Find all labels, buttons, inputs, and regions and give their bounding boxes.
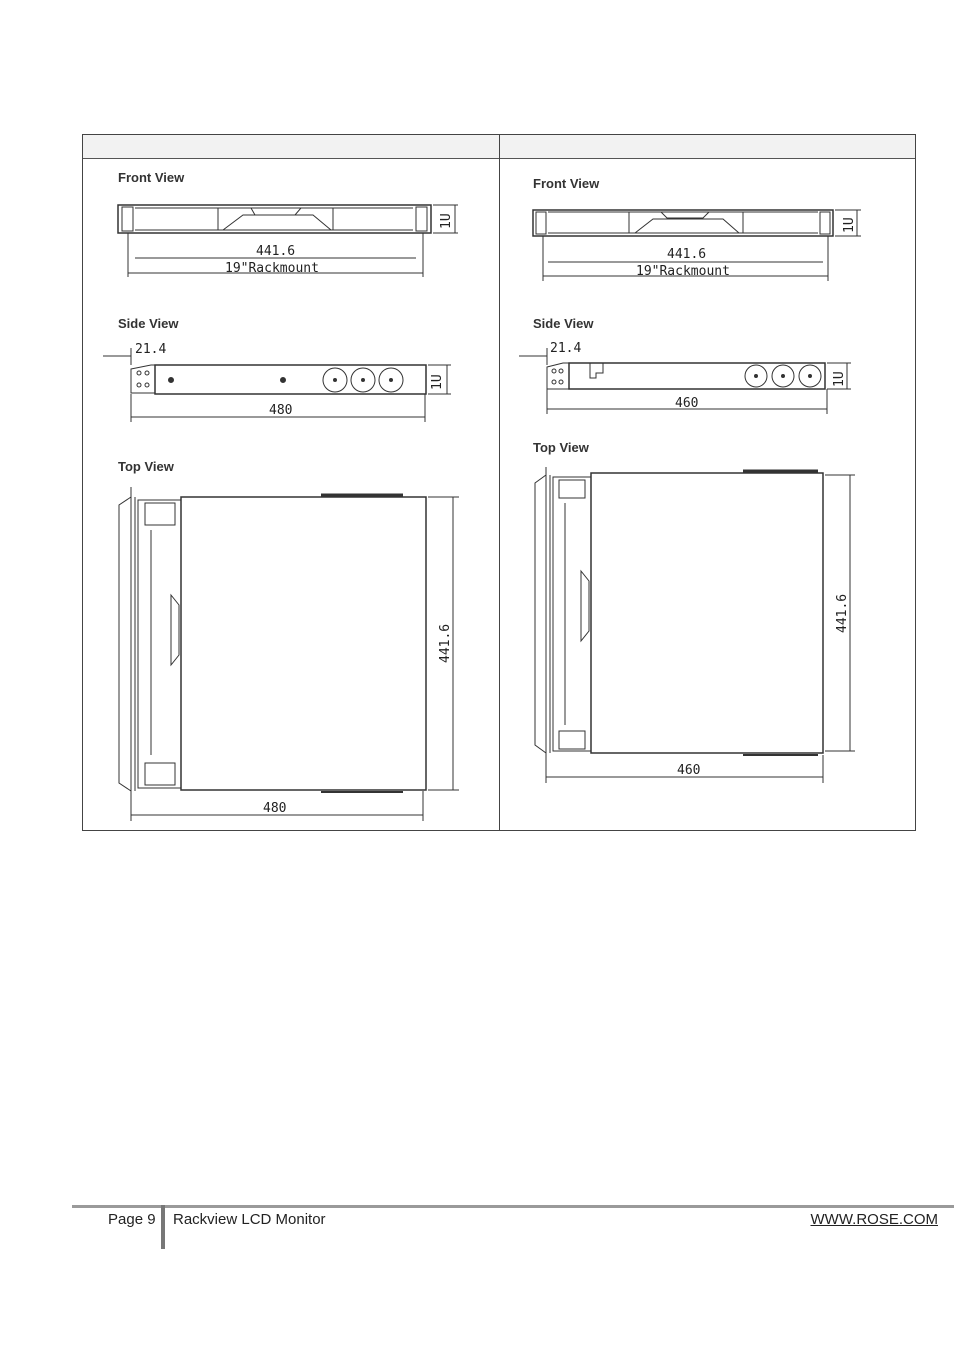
right-top-view <box>533 440 855 783</box>
right-front-label: Front View <box>533 176 600 191</box>
right-front-width: 441.6 <box>667 247 707 262</box>
left-side-label: Side View <box>118 316 179 331</box>
footer-separator <box>161 1205 165 1249</box>
left-side-height: 1U <box>430 374 445 390</box>
right-side-view <box>519 316 851 414</box>
right-front-rack: 19"Rackmount <box>636 264 730 279</box>
left-top-view <box>118 459 459 821</box>
right-side-depth: 460 <box>675 396 699 411</box>
dimension-drawings <box>83 135 917 832</box>
dimensions-table <box>82 134 916 831</box>
left-side-view <box>103 316 451 422</box>
left-front-rack: 19"Rackmount <box>225 261 319 276</box>
right-top-label: Top View <box>533 440 589 455</box>
footer-rule <box>72 1205 954 1208</box>
page-number: Page 9 <box>108 1211 156 1228</box>
left-front-height: 1U <box>439 213 454 229</box>
left-front-label: Front View <box>118 170 185 185</box>
right-front-view <box>533 176 861 281</box>
right-top-width: 441.6 <box>835 593 850 633</box>
right-side-label: Side View <box>533 316 594 331</box>
left-side-depth: 480 <box>269 403 293 418</box>
right-top-depth: 460 <box>677 763 701 778</box>
website-link[interactable]: WWW.ROSE.COM <box>810 1211 938 1228</box>
left-front-view <box>118 170 458 277</box>
left-top-depth: 480 <box>263 801 287 816</box>
right-front-height: 1U <box>842 217 857 233</box>
right-side-height: 1U <box>832 371 847 387</box>
document-title: Rackview LCD Monitor <box>173 1211 326 1228</box>
left-top-width: 441.6 <box>438 623 453 663</box>
left-top-label: Top View <box>118 459 174 474</box>
left-front-width: 441.6 <box>256 244 296 259</box>
right-side-offset: 21.4 <box>550 341 582 356</box>
left-side-offset: 21.4 <box>135 342 167 357</box>
